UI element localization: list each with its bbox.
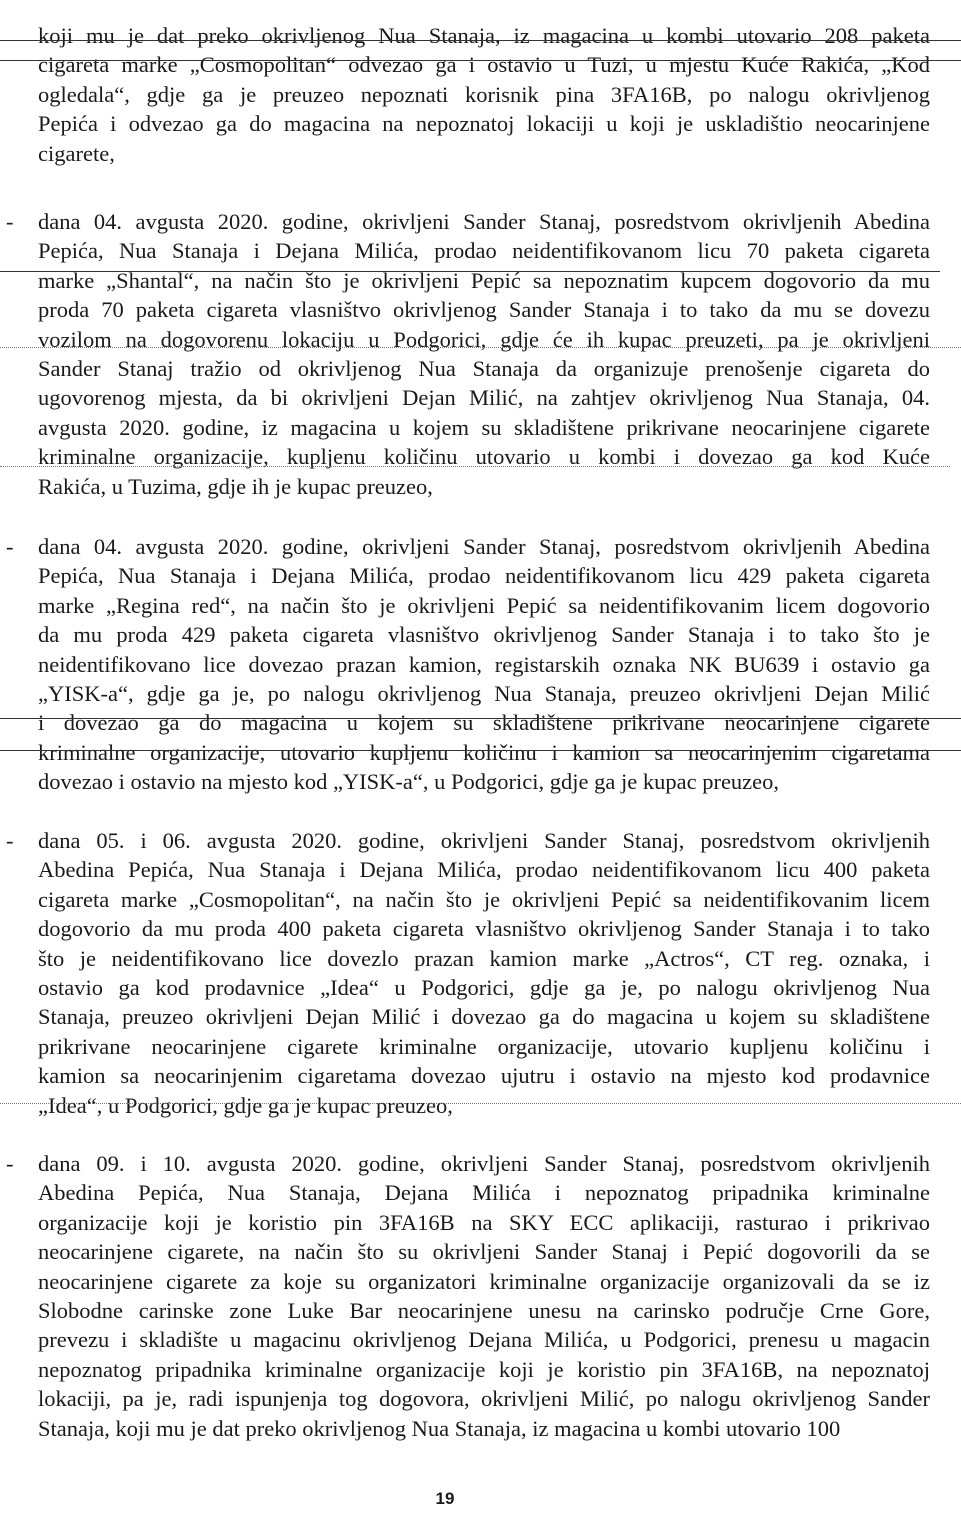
text-line: cigarete,	[38, 140, 115, 166]
text-line: kriminalne organizacije, utovario kupljenu količinu i kamion sa neocarinjenim cigaretama	[38, 739, 930, 765]
text-line: ugovorenog mjesta, da bi okrivljeni Dejan Milić, na zahtjev okrivljenog Nua Stanaja, 04.	[38, 385, 930, 411]
scan-line	[0, 40, 961, 41]
text-line: dovezao i ostavio na mjesto kod „YISK-a“, u Podgorici, gdje ga je kupac preuzeo,	[38, 769, 780, 795]
text-line: Stanaja, preuzeo okrivljeni Dejan Milić i dovezao ga do magacina u kojem su skladištene	[38, 1004, 930, 1030]
text-line: Pepića i odvezao ga do magacina na nepoznatoj lokaciji u koji je uskladištio neocarinjene	[38, 111, 930, 137]
text-line: i dovezao ga do magacina u kojem su skladištene prikrivane neocarinjene cigarete	[38, 710, 930, 736]
scan-line	[0, 271, 940, 272]
list-bullet: -	[6, 534, 14, 559]
text-line: dana 04. avgusta 2020. godine, okrivljeni Sander Stanaj, posredstvom okrivljenih Abedina	[38, 534, 930, 559]
text-line: dana 09. i 10. avgusta 2020. godine, okrivljeni Sander Stanaj, posredstvom okrivljenih	[38, 1151, 930, 1176]
text-line: cigareta marke „Cosmopolitan“ odvezao ga i ostavio u Tuzi, u mjestu Kuće Rakića, „Kod	[38, 52, 930, 78]
text-line: Rakića, u Tuzima, gdje ih je kupac preuzeo,	[38, 473, 433, 499]
paragraph-1	[38, 21, 930, 168]
scan-line	[0, 347, 961, 348]
text-line: kriminalne organizacije, kupljenu količinu utovario u kombi i dovezao ga kod Kuće	[38, 444, 930, 470]
page-number: 19	[435, 1489, 455, 1508]
text-line: ogledala“, gdje ga je preuzeo nepoznati korisnik pina 3FA16B, po nalogu okrivljenog	[38, 81, 930, 107]
text-line: nepoznatog pripadnika kriminalne organizacije koji je koristio pin 3FA16B, na nepoznatoj	[38, 1356, 930, 1382]
text-line: kamion sa neocarinjenim cigaretama dovezao ujutru i ostavio na mjesto kod prodavnice	[38, 1063, 930, 1089]
text-line: Pepića, Nua Stanaja i Dejana Milića, prodao neidentifikovanom licu 429 paketa cigareta	[38, 563, 930, 589]
text-line: neocarinjene cigarete, na način što su okrivljeni Sander Stanaj i Pepić dogovorili da se	[38, 1239, 930, 1265]
scan-line	[0, 750, 961, 751]
scan-line	[0, 1103, 961, 1104]
paragraph-4	[6, 826, 930, 1120]
list-bullet: -	[6, 209, 14, 234]
list-bullet: -	[6, 1151, 14, 1176]
text-line: „Idea“, u Podgorici, gdje ga je kupac preuzeo,	[38, 1092, 453, 1118]
text-line: što je neidentifikovano lice dovezlo prazan kamion marke „Actros“, CT reg. oznaka, i	[38, 945, 930, 971]
paragraph-2	[6, 207, 930, 501]
text-line: Pepića, Nua Stanaja i Dejana Milića, prodao neidentifikovanom licu 70 paketa cigareta	[38, 238, 930, 264]
list-bullet: -	[6, 828, 14, 853]
text-line: neocarinjene cigarete za koje su organizatori kriminalne organizacije organizovali da se iz	[38, 1268, 930, 1294]
paragraph-5	[6, 1149, 930, 1443]
text-line: dana 05. i 06. avgusta 2020. godine, okrivljeni Sander Stanaj, posredstvom okrivljenih	[38, 828, 930, 853]
text-line: proda 70 paketa cigareta vlasništvo okrivljenog Sander Stanaja i to tako da mu se dovezu	[38, 297, 930, 323]
text-line: vozilom na dogovorenu lokaciju u Podgorici, gdje će ih kupac preuzeti, pa je okrivljeni	[38, 326, 930, 352]
text-line: avgusta 2020. godine, iz magacina u kojem su skladištene prikrivane neocarinjene cigarete	[38, 414, 930, 440]
text-line: Abedina Pepića, Nua Stanaja i Dejana Milića, prodao neidentifikovanom licu 400 paketa	[38, 857, 930, 883]
scan-line	[0, 60, 961, 61]
text-line: prevezu i skladište u magacinu okrivljenog Dejana Milića, u Podgorici, prenesu u magacin	[38, 1327, 930, 1353]
text-line: dana 04. avgusta 2020. godine, okrivljeni Sander Stanaj, posredstvom okrivljenih Abedina	[38, 209, 930, 234]
text-line: ostavio ga kod prodavnice „Idea“ u Podgorici, gdje ga je, po nalogu okrivljenog Nua	[38, 974, 930, 1000]
text-line: da mu proda 429 paketa cigareta vlasništvo okrivljenog Sander Stanaja i to tako što je	[38, 622, 930, 648]
scan-line	[0, 718, 961, 719]
text-line: lokaciji, pa je, radi ispunjenja tog dogovora, okrivljeni Milić, po nalogu okrivljenog Sander	[38, 1386, 930, 1412]
text-line: dogovorio da mu proda 400 paketa cigareta vlasništvo okrivljenog Sander Stanaja i to tako	[38, 916, 930, 942]
text-line: „YISK-a“, gdje ga je, po nalogu okrivljenog Nua Stanaja, preuzeo okrivljeni Dejan Milić	[38, 680, 930, 706]
text-line: cigareta marke „Cosmopolitan“, na način što je okrivljeni Pepić sa neidentifikovanim licem	[38, 886, 930, 912]
text-line: koji mu je dat preko okrivljenog Nua Stanaja, iz magacina u kombi utovario 208 paketa	[38, 23, 930, 48]
text-line: Abedina Pepića, Nua Stanaja, Dejana Milića i nepoznatog pripadnika kriminalne	[38, 1180, 930, 1206]
text-line: organizacije koji je koristio pin 3FA16B na SKY ECC aplikaciji, rasturao i prikrivao	[38, 1209, 930, 1235]
text-line: marke „Shantal“, na način što je okrivljeni Pepić sa nepoznatim kupcem dogovorio da mu	[38, 267, 930, 293]
text-line: Stanaja, koji mu je dat preko okrivljenog Nua Stanaja, iz magacina u kombi utovario 100	[38, 1415, 841, 1441]
text-line: neidentifikovano lice dovezao prazan kamion, registarskih oznaka NK BU639 i ostavio ga	[38, 651, 930, 677]
text-line: prikrivane neocarinjene cigarete kriminalne organizacije, utovario kupljenu količinu i	[38, 1033, 930, 1059]
text-line: marke „Regina red“, na način što je okrivljeni Pepić sa neidentifikovanim licem dogovorio	[38, 592, 930, 618]
paragraph-3	[6, 532, 930, 797]
text-line: Slobodne carinske zone Luke Bar neocarinjene unesu na carinsko područje Crne Gore,	[38, 1297, 930, 1323]
scan-line	[0, 466, 950, 467]
text-line: Sander Stanaj tražio od okrivljenog Nua Stanaja da organizuje prenošenje cigareta do	[38, 355, 930, 381]
